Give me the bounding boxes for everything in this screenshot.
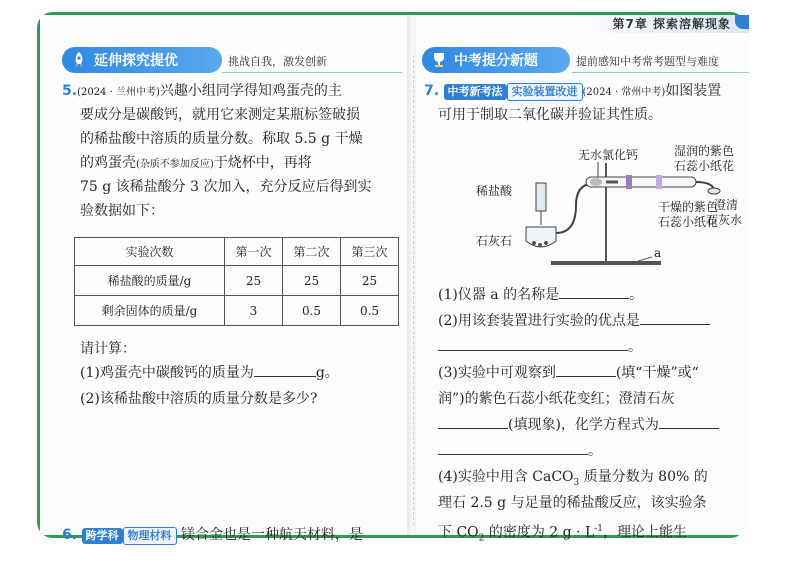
table-row xyxy=(75,296,399,326)
left-section-banner xyxy=(62,47,222,73)
q5-line-4 xyxy=(80,151,312,177)
q7-source: (2024 · 常州中考) xyxy=(582,87,666,98)
q6-tag: 跨学科 xyxy=(82,528,123,544)
q7-sub-3-line-4 xyxy=(438,439,602,463)
q7-number: 7. xyxy=(424,83,440,99)
q7-sub-4-text-d: 下 CO xyxy=(438,524,479,541)
q7-tag-1: 中考新考法 xyxy=(444,84,507,100)
chapter-tab xyxy=(735,15,749,29)
q7-sub-4-superscript: -1 xyxy=(594,524,604,534)
q7-sub-3-end: 。 xyxy=(588,443,602,459)
table-cell: 25 xyxy=(283,266,341,296)
q7-sub-1-text: (1)仪器 a 的名称是 xyxy=(438,287,560,303)
table-cell: 25 xyxy=(341,266,399,296)
label-dry-1: 干燥的紫色 xyxy=(658,200,719,214)
q7-line-2: 可用于制取二氧化碳并验证其性质。 xyxy=(438,107,662,123)
q7-sub-3-line-3 xyxy=(438,413,719,437)
table-cell: 3 xyxy=(225,296,283,326)
wet-flower xyxy=(626,175,632,189)
label-lime-2: 石灰水 xyxy=(706,213,743,227)
table-cell: 稀盐酸的质量/g xyxy=(75,266,225,296)
chapter-header xyxy=(569,15,749,33)
q5-number: 5. xyxy=(62,83,78,99)
book-frame xyxy=(37,12,746,544)
q5-text-4c: 于烧杯中，再将 xyxy=(213,155,312,171)
q5-line-3: 的稀盐酸中溶质的质量分数。称取 5.5 g 干燥 xyxy=(80,131,363,147)
q7-sub-3-text: (3)实验中可观察到 xyxy=(438,365,556,381)
q5-sub-2: (2)该稀盐酸中溶质的质量分数是多少? xyxy=(80,391,318,407)
table-cell: 25 xyxy=(225,266,283,296)
rocket-icon xyxy=(70,51,88,69)
q7-sub-4-text-b: 质量分数为 80% 的 xyxy=(579,469,708,485)
label-a-pointer xyxy=(638,257,652,261)
q5-source: (2024 · 兰州中考) xyxy=(77,87,160,98)
q5-text-4a: 的鸡蛋壳 xyxy=(80,155,136,171)
label-acid: 稀盐酸 xyxy=(476,184,513,198)
q7-text-1: 如图装置 xyxy=(665,83,722,99)
right-banner-title: 中考提分新题 xyxy=(454,53,538,69)
q7-sub-4-text-e: 的密度为 2 g · L xyxy=(484,524,595,541)
cacl2-plug xyxy=(590,178,602,186)
chapter-title: 第7章 探索溶解现象 xyxy=(612,17,731,31)
q7-sub-3-line-2: 润”)的紫色石蕊小纸花变红；澄清石灰 xyxy=(438,391,675,407)
connecting-tube xyxy=(556,183,596,233)
answer-blank[interactable] xyxy=(438,441,588,455)
page-divider xyxy=(413,55,414,525)
table-row xyxy=(75,266,399,296)
q7-sub-1-end: 。 xyxy=(629,287,644,303)
right-section-banner xyxy=(422,47,570,73)
label-lime-1: 澄清 xyxy=(714,198,739,212)
apparatus-diagram xyxy=(456,145,746,275)
answer-blank[interactable] xyxy=(438,337,628,351)
q7-sub-4-subscript-2: 2 xyxy=(478,533,485,544)
table-cell: 0.5 xyxy=(283,296,341,326)
q7-tag-2: 实验装置改进 xyxy=(507,83,583,101)
q5-line-5: 75 g 该稀盐酸分 3 次加入，充分反应后得到实 xyxy=(80,179,372,195)
table-header-cell: 第二次 xyxy=(283,238,341,266)
answer-blank[interactable] xyxy=(559,285,629,299)
left-banner-subtitle: 挑战自我，激发创新 xyxy=(228,55,327,68)
answer-blank[interactable] xyxy=(254,363,316,377)
lime-water xyxy=(708,188,720,194)
q7-sub-4-subscript: 3 xyxy=(573,477,580,488)
label-stone: 石灰石 xyxy=(476,234,513,248)
q7-sub-4-line-3 xyxy=(438,517,687,550)
table-header-cell: 第一次 xyxy=(225,238,283,266)
label-cacl2: 无水氯化钙 xyxy=(578,148,639,162)
table-cell: 0.5 xyxy=(341,296,399,326)
answer-blank[interactable] xyxy=(438,415,508,429)
right-page xyxy=(416,15,749,544)
q5-line-1 xyxy=(62,79,342,105)
q5-line-2: 要成分是碳酸钙，就用它来测定某瓶标签破损 xyxy=(80,107,360,123)
table-cell: 剩余固体的质量/g xyxy=(75,296,225,326)
q5-text-1: 兴趣小组同学得知鸡蛋壳的主 xyxy=(159,83,342,99)
q7-sub-2-line-2 xyxy=(438,335,642,359)
right-banner-rule xyxy=(572,72,749,73)
q7-sub-4-text: (4)实验中用含 CaCO xyxy=(438,469,574,485)
table-header-cell: 第三次 xyxy=(341,238,399,266)
q7-sub-1 xyxy=(438,283,643,307)
q5-sub-1 xyxy=(80,361,339,385)
stand-base xyxy=(551,261,661,265)
q5-data-table xyxy=(74,237,399,326)
acid-funnel xyxy=(536,183,546,211)
trophy-icon xyxy=(430,51,448,69)
q6-number: 6. xyxy=(62,527,78,543)
answer-blank[interactable] xyxy=(640,311,710,325)
q7-sub-4-line-2: 理石 2.5 g 与足量的稀盐酸反应，该实验条 xyxy=(438,495,707,511)
left-page xyxy=(40,15,413,543)
q6-text: 镁合金也是一种航天材料，是 xyxy=(180,527,363,543)
q7-sub-2-end: 。 xyxy=(628,339,642,355)
label-dry-2: 石蕊小纸花 xyxy=(658,215,719,229)
q5-line-6: 验数据如下： xyxy=(80,203,164,219)
q5-text-4b: (杂质不参加反应) xyxy=(136,159,214,170)
label-wet-1: 湿润的紫色 xyxy=(674,144,735,158)
left-banner-rule xyxy=(222,72,402,73)
q5-sub-1-text: (1)鸡蛋壳中碳酸钙的质量为 xyxy=(80,365,254,381)
label-a: a xyxy=(654,246,662,260)
left-banner-title: 延伸探究提优 xyxy=(94,53,178,69)
q7-line-1 xyxy=(424,79,721,105)
q7-sub-3 xyxy=(438,361,699,385)
label-wet-2: 石蕊小纸花 xyxy=(674,159,735,173)
q7-sub-2-text: (2)用该套装置进行实验的优点是 xyxy=(438,313,640,329)
right-banner-subtitle: 提前感知中考常考题型与难度 xyxy=(576,55,719,68)
answer-blank[interactable] xyxy=(659,415,719,429)
q7-sub-3-text-2: (填现象)，化学方程式为 xyxy=(508,417,659,433)
answer-blank[interactable] xyxy=(556,363,616,377)
q5-sub-1-unit: g。 xyxy=(315,365,339,381)
q6-tag-2: 物理材料 xyxy=(123,527,177,545)
q5-ask: 请计算： xyxy=(80,341,136,357)
horizontal-tube xyxy=(586,177,696,187)
table-header-row xyxy=(75,238,399,266)
dry-flower xyxy=(656,175,662,189)
q7-sub-3-hint: (填“干燥”或“ xyxy=(615,365,699,381)
table-header-cell: 实验次数 xyxy=(75,238,225,266)
q7-sub-4-text-f: ，理论上能生 xyxy=(603,524,688,541)
q7-sub-2 xyxy=(438,309,710,333)
q6-line-1 xyxy=(62,523,363,547)
